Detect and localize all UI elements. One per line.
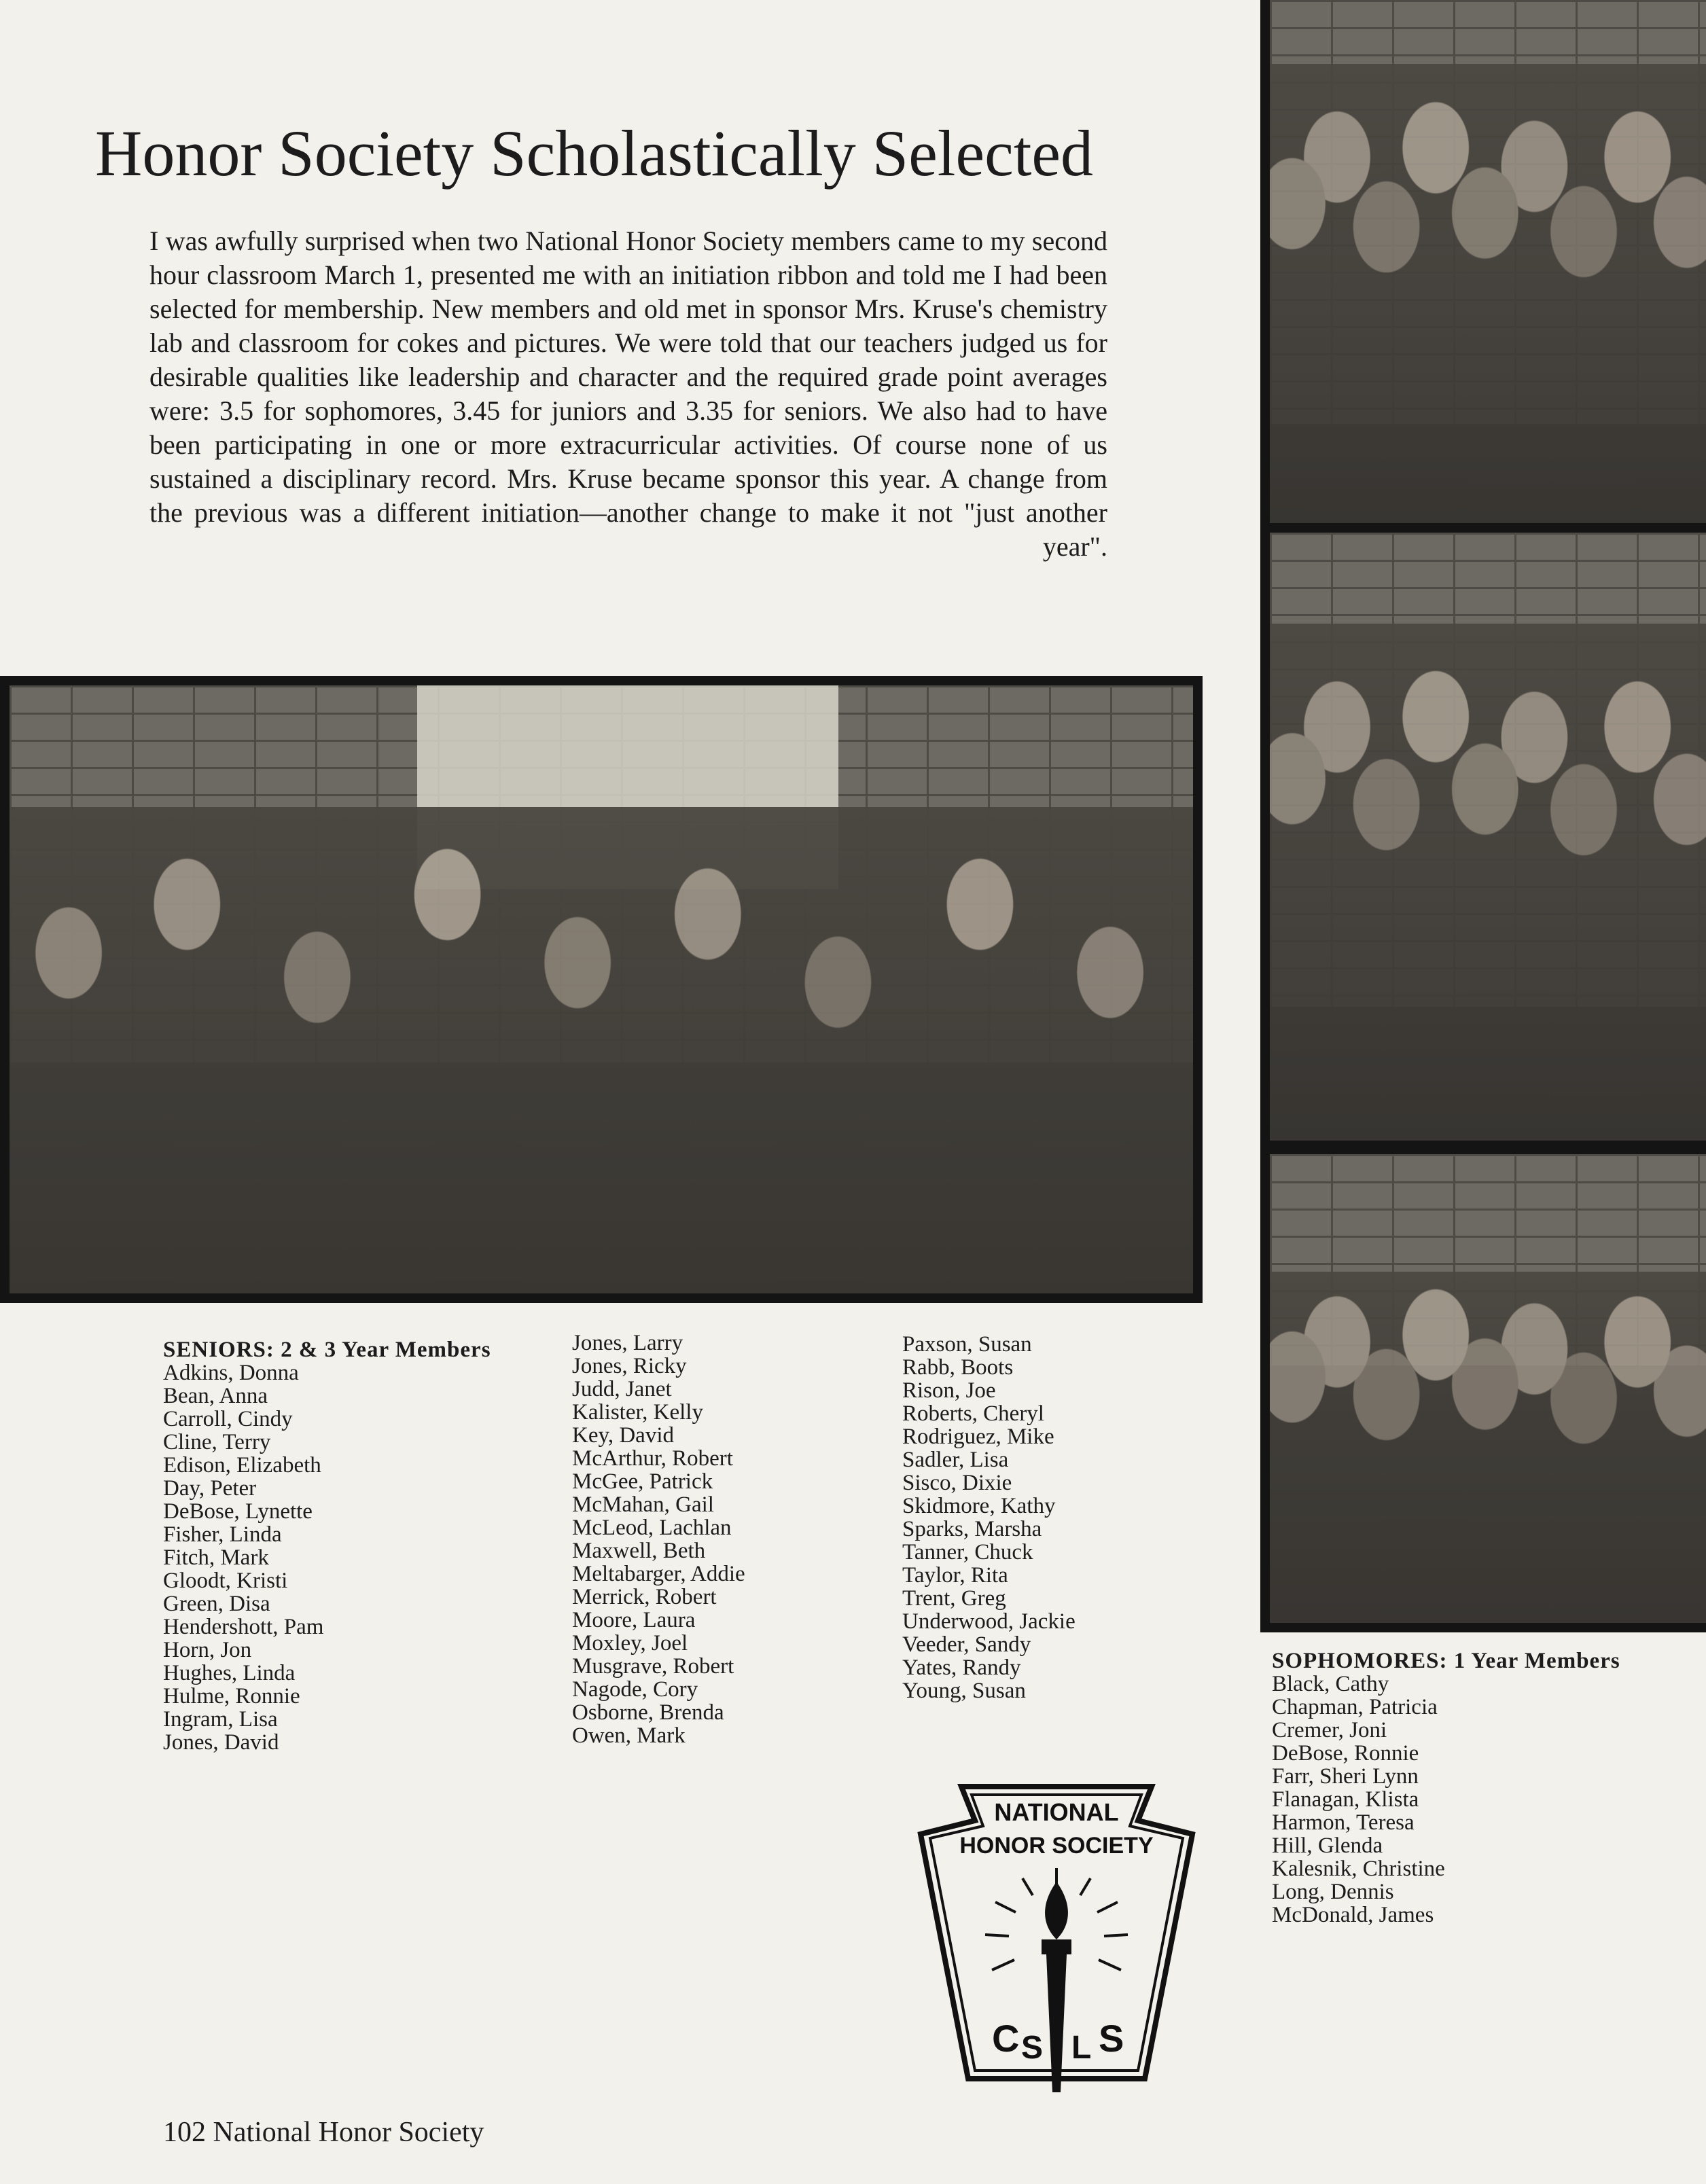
sophomore-name: Long, Dennis	[1272, 1880, 1394, 1904]
senior-name: McArthur, Robert	[572, 1446, 733, 1471]
senior-name: Yates, Randy	[902, 1655, 1021, 1680]
senior-name: McLeod, Lachlan	[572, 1516, 732, 1540]
sophomore-name: Black, Cathy	[1272, 1672, 1389, 1696]
sophomore-name: Harmon, Teresa	[1272, 1810, 1415, 1835]
sophomore-name: Farr, Sheri Lynn	[1272, 1764, 1419, 1789]
emblem-line1: NATIONAL	[994, 1798, 1119, 1826]
senior-name: Day, Peter	[163, 1476, 257, 1501]
senior-name: Green, Disa	[163, 1592, 270, 1616]
senior-name: Moxley, Joel	[572, 1631, 688, 1655]
senior-name: Fisher, Linda	[163, 1522, 282, 1547]
nhs-keystone-emblem	[914, 1780, 1199, 2106]
photo-right-top	[1260, 0, 1706, 539]
emblem-letter-s1: S	[1021, 2030, 1044, 2066]
photo-right-middle	[1260, 523, 1706, 1150]
senior-name: Osborne, Brenda	[572, 1700, 724, 1725]
senior-name: Veeder, Sandy	[902, 1632, 1031, 1657]
senior-name: Key, David	[572, 1423, 674, 1448]
senior-name: Taylor, Rita	[902, 1563, 1008, 1588]
senior-name: Meltabarger, Addie	[572, 1562, 745, 1586]
senior-name: Edison, Elizabeth	[163, 1453, 321, 1478]
senior-name: Adkins, Donna	[163, 1361, 299, 1385]
sophomore-name: McDonald, James	[1272, 1903, 1434, 1927]
senior-name: Hendershott, Pam	[163, 1615, 324, 1639]
emblem-letter-l: L	[1071, 2030, 1092, 2066]
sophomore-name: DeBose, Ronnie	[1272, 1741, 1419, 1766]
sophomore-name: Cremer, Joni	[1272, 1718, 1387, 1742]
photo-right-bottom	[1260, 1145, 1706, 1632]
senior-name: Rodriguez, Mike	[902, 1425, 1054, 1449]
senior-name: Skidmore, Kathy	[902, 1494, 1056, 1518]
senior-name: Jones, Ricky	[572, 1354, 687, 1378]
senior-name: Owen, Mark	[572, 1723, 686, 1748]
senior-name: Gloodt, Kristi	[163, 1569, 288, 1593]
senior-name: Kalister, Kelly	[572, 1400, 703, 1425]
senior-name: Rabb, Boots	[902, 1355, 1014, 1380]
senior-name: Paxson, Susan	[902, 1332, 1032, 1357]
intro-paragraph: I was awfully surprised when two National Honor Society members came to my second hour classroom March 1, presented me with an initiation ribbon and told me I had been selected for membership. New members and old met in sponsor Mrs. Kruse's chemistry lab and classroom for cokes and pictures. We were told that our teachers judged us for desirable qualities like leadership and character and the required grade point averages were: 3.5 for sophomores, 3.45 for juniors and 3.35 for seniors. We also had to have been participating in one or more extracurricular activities. Of course none of us sustained a disciplinary record. Mrs. Kruse became sponsor this year. A change from the previous was a different initiation—another change to make it not "just another year".	[149, 226, 1107, 562]
senior-name: Tanner, Chuck	[902, 1540, 1033, 1564]
page-footer: 102 National Honor Society	[163, 2117, 484, 2148]
seniors-column-3	[902, 1333, 1076, 1702]
senior-name: Sadler, Lisa	[902, 1448, 1009, 1472]
senior-name: Carroll, Cindy	[163, 1407, 293, 1431]
senior-name: Ingram, Lisa	[163, 1707, 278, 1732]
senior-name: Jones, Larry	[572, 1331, 683, 1355]
senior-name: Young, Susan	[902, 1679, 1026, 1703]
sophomores-column	[1272, 1649, 1620, 1927]
senior-name: Cline, Terry	[163, 1430, 271, 1454]
seniors-heading: SENIORS: 2 & 3 Year Members	[163, 1338, 491, 1362]
sophomore-name: Kalesnik, Christine	[1272, 1857, 1445, 1881]
senior-name: Judd, Janet	[572, 1377, 672, 1401]
senior-name: Merrick, Robert	[572, 1585, 717, 1609]
senior-name: Underwood, Jackie	[902, 1609, 1076, 1634]
senior-name: Hulme, Ronnie	[163, 1684, 300, 1708]
emblem-line2: HONOR SOCIETY	[959, 1833, 1154, 1859]
senior-name: Bean, Anna	[163, 1384, 268, 1408]
senior-name: Jones, David	[163, 1730, 279, 1755]
senior-name: Trent, Greg	[902, 1586, 1006, 1611]
senior-name: Roberts, Cheryl	[902, 1401, 1044, 1426]
senior-name: Horn, Jon	[163, 1638, 252, 1662]
intro-text-block	[149, 224, 1107, 564]
seniors-column-1	[163, 1338, 491, 1754]
emblem-letter-s2: S	[1099, 2017, 1124, 2060]
senior-name: DeBose, Lynette	[163, 1499, 313, 1524]
senior-name: Hughes, Linda	[163, 1661, 296, 1685]
senior-name: Sparks, Marsha	[902, 1517, 1042, 1541]
senior-name: Fitch, Mark	[163, 1545, 269, 1570]
seniors-column-2	[572, 1331, 745, 1747]
senior-name: Maxwell, Beth	[572, 1539, 706, 1563]
senior-name: Musgrave, Robert	[572, 1654, 734, 1679]
senior-name: McGee, Patrick	[572, 1469, 713, 1494]
page-title: Honor Society Scholastically Selected	[95, 117, 1093, 190]
sophomore-name: Flanagan, Klista	[1272, 1787, 1419, 1812]
senior-name: Moore, Laura	[572, 1608, 696, 1632]
senior-name: Sisco, Dixie	[902, 1471, 1012, 1495]
senior-name: Rison, Joe	[902, 1378, 996, 1403]
group-photo	[0, 676, 1203, 1303]
senior-name: Nagode, Cory	[572, 1677, 698, 1702]
sophomores-heading: SOPHOMORES: 1 Year Members	[1272, 1649, 1620, 1673]
emblem-letter-c: C	[992, 2017, 1020, 2060]
sophomore-name: Hill, Glenda	[1272, 1833, 1383, 1858]
senior-name: McMahan, Gail	[572, 1492, 714, 1517]
sophomore-name: Chapman, Patricia	[1272, 1695, 1438, 1719]
